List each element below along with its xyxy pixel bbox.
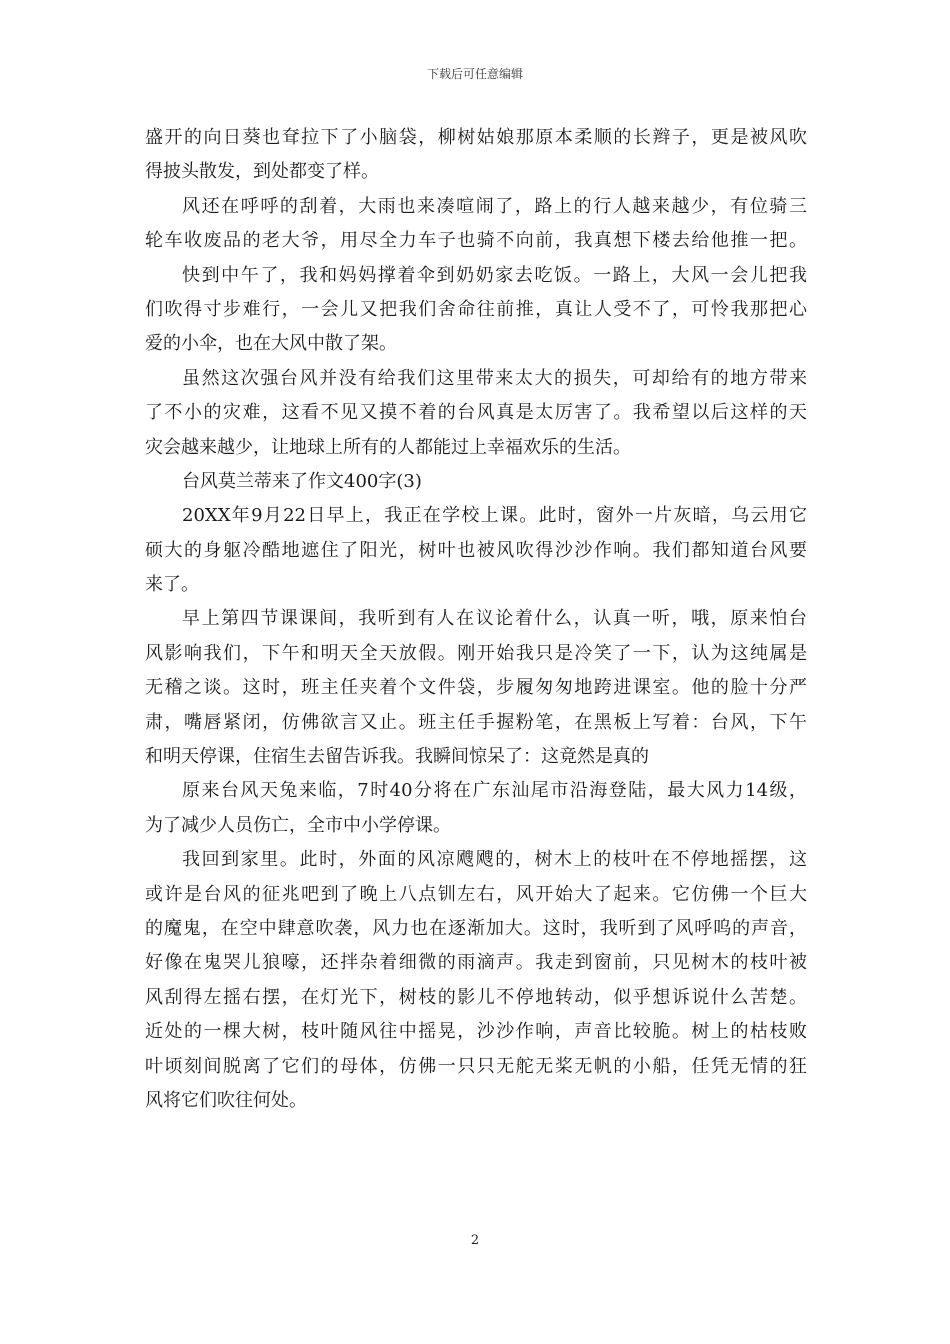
text-line: 叶顷刻间脱离了它们的母体，仿佛一只只无舵无桨无帆的小船，任凭无情的狂 (145, 1055, 807, 1077)
text-line: 肃，嘴唇紧闭，仿佛欲言又止。班主任手握粉笔，在黑板上写着：台风，下午 (145, 711, 807, 733)
text-line: 来了。 (145, 574, 199, 596)
text-line: 灾会越来越少，让地球上所有的人都能过上幸福欢乐的生活。 (145, 436, 631, 458)
text-line: 风影响我们，下午和明天全天放假。刚开始我只是冷笑了一下，认为这纯属是 (145, 642, 807, 664)
text-line: 轮车收废品的老大爷，用尽全力车子也骑不向前，我真想下楼去给他推一把。 (145, 230, 807, 252)
text-line: 快到中午了，我和妈妈撑着伞到奶奶家去吃饭。一路上，大风一会儿把我 (182, 264, 807, 286)
text-line: 风刮得左摇右摆，在灯光下，树枝的影儿不停地转动，似乎想诉说什么苦楚。 (145, 986, 807, 1008)
text-line: 们吹得寸步难行，一会儿又把我们舍命往前推，真让人受不了，可怜我那把心 (145, 298, 807, 320)
text-line: 20XX年9月22日早上，我正在学校上课。此时，窗外一片灰暗，乌云用它 (182, 505, 807, 527)
text-line: 原来台风天兔来临，7时40分将在广东汕尾市沿海登陆，最大风力14级， (182, 780, 807, 802)
text-line: 为了减少人员伤亡，全市中小学停课。 (145, 814, 451, 836)
text-line: 风将它们吹往何处。 (145, 1089, 307, 1111)
text-line: 硕大的身躯冷酷地遮住了阳光，树叶也被风吹得沙沙作响。我们都知道台风要 (145, 539, 807, 561)
text-line: 台风莫兰蒂来了作文400字(3) (182, 470, 422, 492)
text-line: 好像在鬼哭儿狼嚎，还拌杂着细微的雨滴声。我走到窗前，只见树木的枝叶被 (145, 952, 807, 974)
text-line: 和明天停课，住宿生去留告诉我。我瞬间惊呆了：这竟然是真的 (145, 746, 649, 768)
text-line: 盛开的向日葵也耷拉下了小脑袋，柳树姑娘那原本柔顺的长辫子，更是被风吹 (145, 127, 807, 148)
text-line: 早上第四节课课间，我听到有人在议论着什么，认真一听，哦，原来怕台 (182, 608, 807, 630)
text-line: 爱的小伞，也在大风中散了架。 (145, 333, 397, 355)
text-line: 得披头散发，到处都变了样。 (145, 161, 379, 183)
page-header: 下载后可任意编辑 (426, 67, 523, 81)
text-line: 无稽之谈。这时，班主任夹着个文件袋，步履匆匆地跨进课室。他的脸十分严 (145, 677, 807, 699)
text-line: 或许是台风的征兆吧到了晚上八点钏左右，风开始大了起来。它仿佛一个巨大 (145, 883, 807, 905)
text-line: 了不小的灾难，这看不见又摸不着的台风真是太厉害了。我希望以后这样的天 (145, 402, 807, 424)
text-line: 风还在呼呼的刮着，大雨也来凑喧闹了，路上的行人越来越少，有位骑三 (182, 195, 807, 217)
text-line: 近处的一棵大树，枝叶随风往中摇晃，沙沙作响，声音比较脆。树上的枯枝败 (145, 1021, 807, 1043)
text-line: 虽然这次强台风并没有给我们这里带来太大的损失，可却给有的地方带来 (182, 367, 807, 389)
text-line: 的魔鬼，在空中肆意吹袭，风力也在逐渐加大。这时，我听到了风呼呜的声音， (145, 917, 807, 939)
page-number: 2 (470, 1233, 480, 1248)
text-line: 我回到家里。此时，外面的风凉飕飕的，树木上的枝叶在不停地摇摆，这 (182, 849, 807, 871)
document-body (145, 121, 807, 1118)
